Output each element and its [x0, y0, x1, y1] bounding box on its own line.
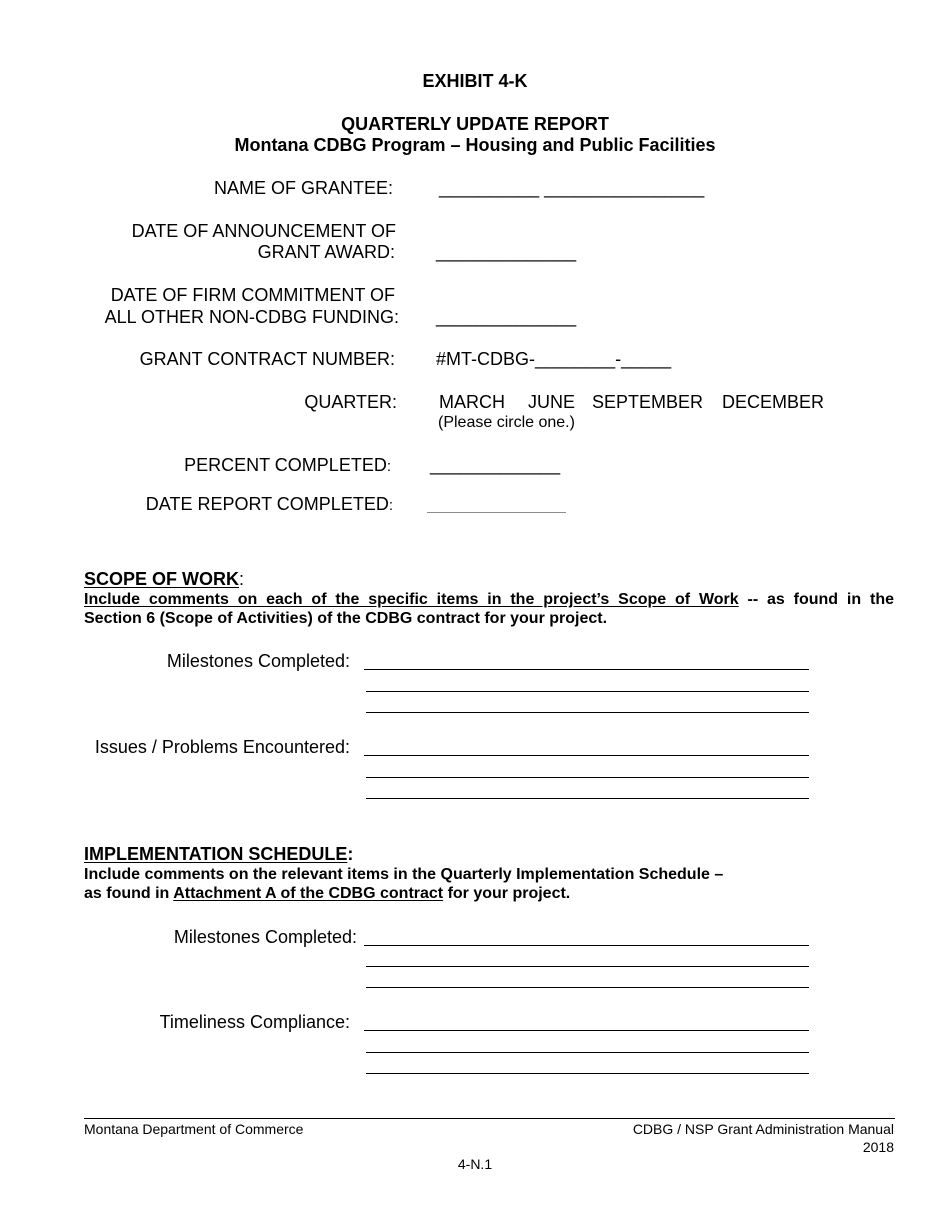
grantee-field[interactable]: __________ ________________ — [439, 178, 705, 198]
schedule-milestones-line[interactable] — [366, 966, 809, 967]
schedule-milestones-line[interactable] — [364, 945, 809, 946]
announcement-date-field[interactable]: ______________ — [436, 242, 577, 262]
timeliness-label: Timeliness Compliance: — [159, 1012, 350, 1032]
announcement-label-line2: GRANT AWARD: — [257, 242, 395, 262]
report-subtitle: Montana CDBG Program – Housing and Public Facilities — [234, 135, 716, 155]
scope-instructions-line1: Include comments on each of the specific items in the project’s Scope of Work -- as found in the — [84, 591, 894, 608]
scope-milestones-label: Milestones Completed: — [166, 651, 350, 671]
schedule-heading: IMPLEMENTATION SCHEDULE: — [84, 844, 354, 864]
issues-label: Issues / Problems Encountered: — [94, 737, 350, 757]
scope-heading: SCOPE OF WORK: — [84, 569, 245, 589]
date-report-field[interactable] — [427, 512, 566, 513]
issues-line[interactable] — [364, 755, 809, 756]
firm-commitment-label-line1: DATE OF FIRM COMMITMENT OF — [110, 285, 395, 305]
percent-completed-label: PERCENT COMPLETED: — [184, 455, 391, 475]
schedule-instructions-line2: as found in Attachment A of the CDBG contract for your project. — [84, 885, 571, 902]
page-number: 4-N.1 — [457, 1156, 493, 1172]
scope-milestones-line[interactable] — [364, 669, 809, 670]
firm-commitment-date-field[interactable]: ______________ — [436, 307, 577, 327]
footer-manual-title: CDBG / NSP Grant Administration Manual — [632, 1121, 894, 1137]
footer-left: Montana Department of Commerce — [84, 1121, 304, 1137]
grantee-label: NAME OF GRANTEE: — [213, 178, 393, 198]
timeliness-line[interactable] — [366, 1052, 809, 1053]
quarter-note: (Please circle one.) — [438, 414, 575, 431]
quarter-option-june[interactable]: JUNE — [528, 392, 576, 412]
contract-number-label: GRANT CONTRACT NUMBER: — [139, 349, 395, 369]
timeliness-line[interactable] — [364, 1030, 809, 1031]
quarter-label: QUARTER: — [304, 392, 397, 412]
contract-number-field[interactable]: #MT-CDBG-________-_____ — [436, 349, 672, 369]
schedule-milestones-line[interactable] — [366, 987, 809, 988]
scope-milestones-line[interactable] — [366, 712, 809, 713]
footer-divider — [84, 1118, 895, 1119]
firm-commitment-label-line2: ALL OTHER NON-CDBG FUNDING: — [104, 307, 399, 327]
quarter-option-september[interactable]: SEPTEMBER — [592, 392, 704, 412]
quarter-option-march[interactable]: MARCH — [439, 392, 505, 412]
issues-line[interactable] — [366, 777, 809, 778]
schedule-instructions-line1: Include comments on the relevant items in the Quarterly Implementation Schedule – — [84, 866, 724, 883]
quarter-option-december[interactable]: DECEMBER — [722, 392, 825, 412]
timeliness-line[interactable] — [366, 1073, 809, 1074]
announcement-label-line1: DATE OF ANNOUNCEMENT OF — [131, 221, 396, 241]
scope-milestones-line[interactable] — [366, 691, 809, 692]
exhibit-label: EXHIBIT 4-K — [422, 71, 528, 91]
report-title: QUARTERLY UPDATE REPORT — [341, 114, 609, 134]
percent-completed-field[interactable]: _____________ — [430, 455, 561, 475]
footer-year: 2018 — [862, 1139, 894, 1155]
scope-instructions-line2: Section 6 (Scope of Activities) of the CDBG contract for your project. — [84, 610, 608, 627]
date-report-label: DATE REPORT COMPLETED: — [145, 494, 393, 514]
issues-line[interactable] — [366, 798, 809, 799]
schedule-milestones-label: Milestones Completed: — [173, 927, 357, 947]
